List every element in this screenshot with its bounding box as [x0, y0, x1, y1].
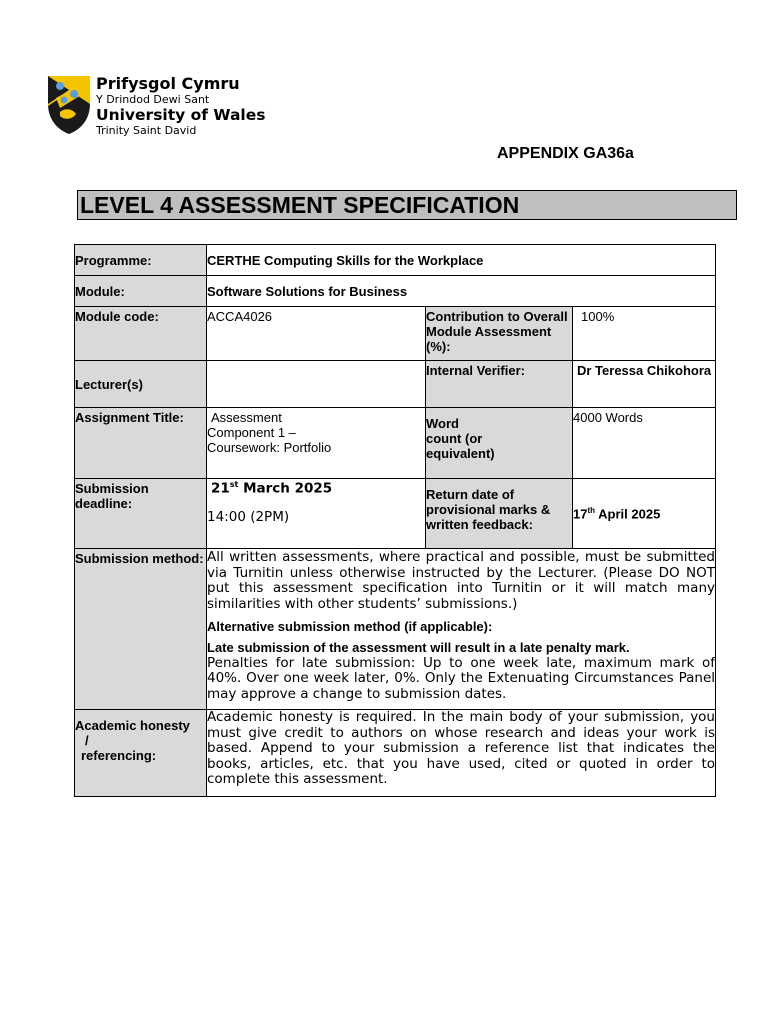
module-code-label: Module code:	[75, 307, 207, 361]
wordcount-value: 4000 Words	[573, 408, 716, 479]
lecturer-label: Lecturer(s)	[75, 361, 207, 408]
wordcount-label-line: equivalent)	[426, 446, 495, 461]
table-row	[75, 276, 716, 307]
assessment-spec-table	[74, 244, 716, 797]
method-value	[207, 549, 716, 710]
lecturer-value	[207, 361, 426, 408]
deadline-label: Submission deadline:	[75, 479, 207, 549]
verifier-label: Internal Verifier:	[426, 361, 573, 408]
programme-value: CERTHE Computing Skills for the Workplace	[207, 245, 716, 276]
return-value	[573, 479, 716, 549]
honesty-text: Academic honesty is required. In the main body of your submission, you must give credit to authors on whose research and ideas your work is based. Append to your submission a reference list that indicates the books, articles, etc. that you have used, cited or quoted in order to complete this assessment.	[207, 709, 715, 787]
module-value: Software Solutions for Business	[207, 276, 716, 307]
return-day: 17	[573, 506, 588, 522]
logo-line-4: Trinity Saint David	[96, 124, 197, 137]
table-row	[75, 408, 716, 479]
wordcount-label-line: Word	[426, 416, 459, 431]
appendix-label: APPENDIX GA36a	[497, 145, 634, 162]
university-logo	[46, 74, 266, 138]
programme-label: Programme:	[75, 245, 207, 276]
table-row	[75, 245, 716, 276]
contribution-value: 100%	[573, 307, 716, 361]
wordcount-label-line: count (or	[426, 431, 483, 446]
assignment-label: Assignment Title:	[75, 408, 207, 479]
method-label: Submission method:	[75, 549, 207, 710]
assignment-line: Coursework: Portfolio	[207, 440, 332, 455]
logo-line-1: Prifysgol Cymru	[96, 74, 240, 93]
deadline-day: 21	[211, 480, 230, 497]
assignment-line: Assessment	[211, 410, 282, 425]
late-submission-warning: Late submission of the assessment will result in a late penalty mark.	[207, 640, 630, 655]
verifier-value: Dr Teressa Chikohora	[573, 361, 716, 408]
honesty-label-line: Academic honesty	[75, 718, 190, 733]
contribution-label: Contribution to Overall Module Assessment (%):	[426, 307, 573, 361]
return-day-suffix: th	[587, 505, 596, 515]
late-penalty-text: Penalties for late submission: Up to one week late, maximum mark of 40%. Over one week later, 0%. Only the Extenuating Circumstances Panel may approve a change to submission dates.	[207, 654, 715, 702]
page-title: LEVEL 4 ASSESSMENT SPECIFICATION	[80, 192, 520, 218]
wordcount-label	[426, 408, 573, 479]
honesty-value	[207, 710, 716, 797]
module-code-value: ACCA4026	[207, 307, 426, 361]
shield-icon	[46, 74, 92, 136]
deadline-time: 14:00 (2PM)	[207, 508, 290, 525]
honesty-label	[75, 710, 207, 797]
return-label: Return date of provisional marks & written feedback:	[426, 479, 573, 549]
return-month-year: April 2025	[598, 506, 661, 522]
table-row	[75, 479, 716, 549]
title-bar	[77, 190, 737, 220]
honesty-label-line: referencing:	[81, 748, 157, 763]
table-row	[75, 361, 716, 408]
deadline-month-year: March 2025	[243, 480, 333, 497]
deadline-day-suffix: st	[229, 480, 239, 489]
deadline-value	[207, 479, 426, 549]
assignment-line: Component 1 –	[207, 425, 296, 440]
table-row	[75, 549, 716, 710]
assignment-value	[207, 408, 426, 479]
method-text: All written assessments, where practical and possible, must be submitted via Turnitin unless otherwise instructed by the Lecturer. (Please DO NOT put this assessment specification into Turnitin or it will match many similarities with other students’ submissions.)	[207, 549, 715, 612]
table-row	[75, 710, 716, 797]
alt-method-text: Alternative submission method (if applicable):	[207, 619, 493, 634]
table-row	[75, 307, 716, 361]
honesty-label-line: /	[85, 733, 89, 748]
module-label: Module:	[75, 276, 207, 307]
logo-line-2: Y Drindod Dewi Sant	[96, 93, 210, 106]
logo-line-3: University of Wales	[96, 106, 266, 124]
